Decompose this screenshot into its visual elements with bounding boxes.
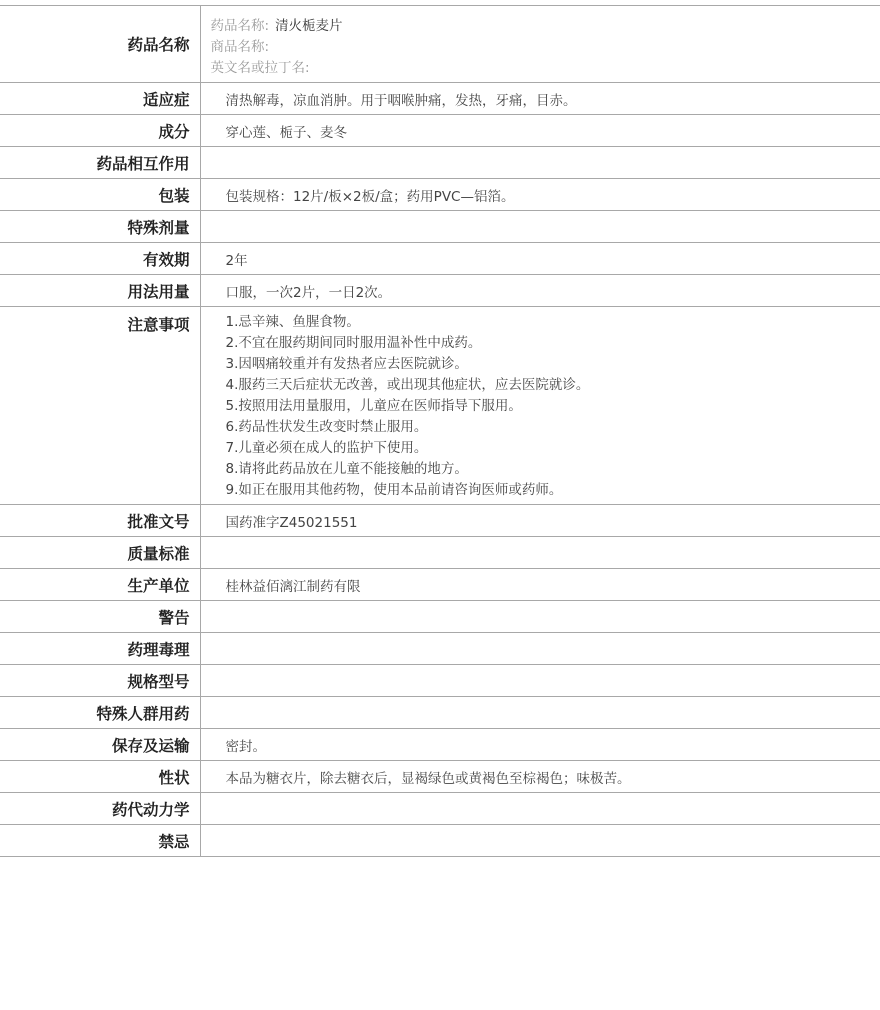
precaution-item: 4.服药三天后症状无改善，或出现其他症状，应去医院就诊。: [225, 377, 590, 393]
row-manufacturer: [0, 569, 880, 601]
row-packaging: [0, 179, 880, 211]
value-pharmacokinetics: [200, 793, 880, 825]
precaution-item: 1.忌辛辣、鱼腥食物。: [225, 314, 360, 330]
value-toxicology: [200, 633, 880, 665]
row-toxicology: [0, 633, 880, 665]
label-special-dosage: 特殊剂量: [0, 211, 200, 243]
label-interactions: 药品相互作用: [0, 147, 200, 179]
precaution-item: 6.药品性状发生改变时禁止服用。: [225, 419, 428, 435]
value-warning: [200, 601, 880, 633]
row-storage: [0, 729, 880, 761]
row-shelf-life: [0, 243, 880, 275]
label-model: 规格型号: [0, 665, 200, 697]
label-warning: 警告: [0, 601, 200, 633]
trade-name-line: [211, 37, 880, 58]
value-precautions: [200, 307, 880, 505]
label-shelf-life: 有效期: [0, 243, 200, 275]
row-special-population: [0, 697, 880, 729]
label-appearance: 性状: [0, 761, 200, 793]
value-contraindications: [200, 825, 880, 857]
label-quality: 质量标准: [0, 537, 200, 569]
value-special-dosage: [200, 211, 880, 243]
value-model: [200, 665, 880, 697]
trade-name-key: 商品名称:: [210, 39, 270, 55]
precaution-item: 7.儿童必须在成人的监护下使用。: [225, 440, 428, 456]
label-approval: 批准文号: [0, 505, 200, 537]
row-ingredients: [0, 115, 880, 147]
drug-spec-table: [0, 5, 880, 857]
precaution-item: 2.不宜在服药期间同时服用温补性中成药。: [225, 335, 482, 351]
label-special-population: 特殊人群用药: [0, 697, 200, 729]
precaution-item: 5.按照用法用量服用，儿童应在医师指导下服用。: [225, 398, 522, 414]
label-ingredients: 成分: [0, 115, 200, 147]
label-drug-name: 药品名称: [0, 6, 200, 83]
row-contraindications: [0, 825, 880, 857]
label-usage: 用法用量: [0, 275, 200, 307]
label-indications: 适应症: [0, 83, 200, 115]
value-storage: 密封。: [200, 729, 880, 761]
row-quality: [0, 537, 880, 569]
value-appearance: 本品为糖衣片，除去糖衣后，显褐绿色或黄褐色至棕褐色；味极苦。: [200, 761, 880, 793]
row-approval: [0, 505, 880, 537]
precaution-item: 3.因咽痛较重并有发热者应去医院就诊。: [225, 356, 468, 372]
precautions-list: [226, 312, 880, 501]
label-contraindications: 禁忌: [0, 825, 200, 857]
latin-name-key: 英文名或拉丁名:: [210, 60, 310, 76]
label-manufacturer: 生产单位: [0, 569, 200, 601]
value-approval: 国药准字Z45021551: [200, 505, 880, 537]
value-ingredients: 穿心莲、栀子、麦冬: [200, 115, 880, 147]
row-appearance: [0, 761, 880, 793]
generic-name-line: [211, 16, 880, 37]
value-shelf-life: 2年: [200, 243, 880, 275]
latin-name-line: [211, 58, 880, 79]
value-packaging: 包装规格：12片/板×2板/盒；药用PVC—铝箔。: [200, 179, 880, 211]
label-precautions: 注意事项: [0, 307, 200, 505]
row-interactions: [0, 147, 880, 179]
value-drug-name: [200, 6, 880, 83]
value-usage: 口服，一次2片，一日2次。: [200, 275, 880, 307]
value-special-population: [200, 697, 880, 729]
value-manufacturer: 桂林益佰漓江制药有限: [200, 569, 880, 601]
value-indications: 清热解毒，凉血消肿。用于咽喉肿痛，发热，牙痛，目赤。: [200, 83, 880, 115]
row-precautions: [0, 307, 880, 505]
label-packaging: 包装: [0, 179, 200, 211]
row-pharmacokinetics: [0, 793, 880, 825]
row-warning: [0, 601, 880, 633]
value-interactions: [200, 147, 880, 179]
label-toxicology: 药理毒理: [0, 633, 200, 665]
row-model: [0, 665, 880, 697]
row-usage: [0, 275, 880, 307]
row-drug-name: [0, 6, 880, 83]
row-special-dosage: [0, 211, 880, 243]
generic-name-key: 药品名称:: [210, 18, 270, 34]
value-quality: [200, 537, 880, 569]
precaution-item: 9.如正在服用其他药物，使用本品前请咨询医师或药师。: [225, 482, 563, 498]
generic-name-value: 清火栀麦片: [275, 18, 343, 34]
drug-spec-sheet: [0, 5, 880, 857]
row-indications: [0, 83, 880, 115]
precaution-item: 8.请将此药品放在儿童不能接触的地方。: [225, 461, 468, 477]
label-storage: 保存及运输: [0, 729, 200, 761]
label-pharmacokinetics: 药代动力学: [0, 793, 200, 825]
